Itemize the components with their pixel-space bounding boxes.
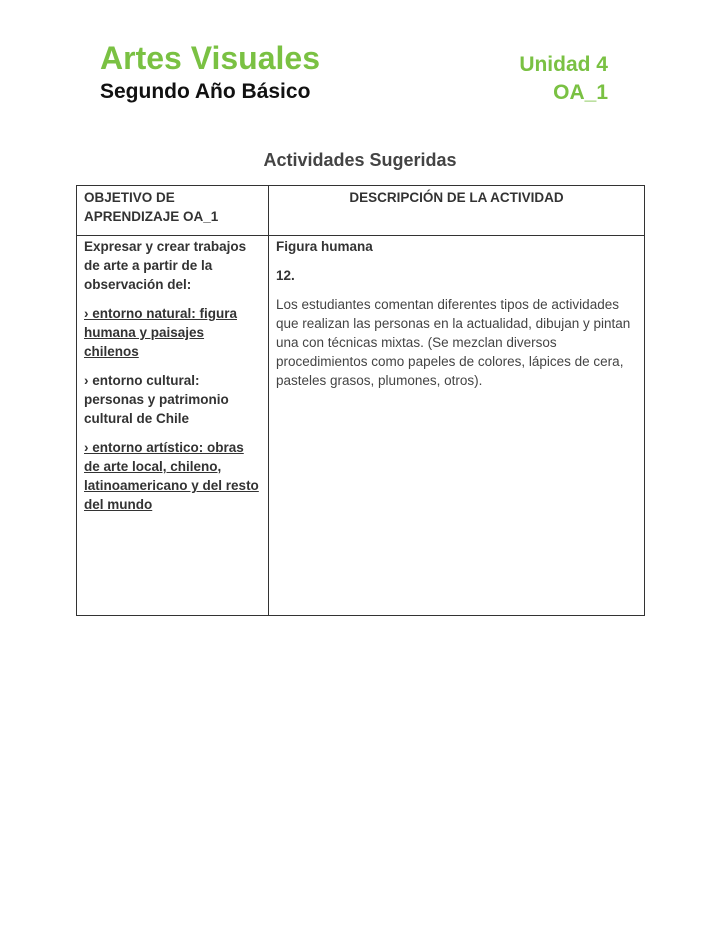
unit-label: Unidad 4: [519, 53, 608, 76]
oa-label: OA_1: [553, 81, 608, 104]
activity-table: [76, 185, 645, 616]
objective-intro: Expresar y crear trabajos de arte a partir de la observación del:: [84, 239, 247, 292]
table-header-row: [77, 186, 645, 236]
section-title: Actividades Sugeridas: [263, 150, 457, 170]
objective-item-natural: › entorno natural: figura humana y paisajes chilenos: [84, 306, 237, 359]
activity-title: Figura humana: [276, 239, 373, 254]
objective-column-header: OBJETIVO DE APRENDIZAJE OA_1: [77, 186, 269, 236]
objective-item-cultural: › entorno cultural: personas y patrimonio cultural de Chile: [84, 373, 229, 426]
description-column-header: DESCRIPCIÓN DE LA ACTIVIDAD: [269, 186, 645, 236]
page-title: Artes Visuales: [100, 40, 320, 76]
objective-cell: [77, 236, 269, 616]
activity-cell: [269, 236, 645, 616]
objective-item-artistic: › entorno artístico: obras de arte local, chileno, latinoamericano y del resto del mundo: [84, 440, 259, 512]
page-subtitle: Segundo Año Básico: [100, 80, 311, 103]
table-row: [77, 236, 645, 616]
activity-description: Los estudiantes comentan diferentes tipos de actividades que realizan las personas en la actualidad, dibujan y pintan una con técnicas mixtas. (Se mezclan diversos procedimientos como papeles de colores, lápices de cera, pasteles grasos, plumones, otros).: [276, 297, 631, 388]
activity-number: 12.: [276, 268, 295, 283]
